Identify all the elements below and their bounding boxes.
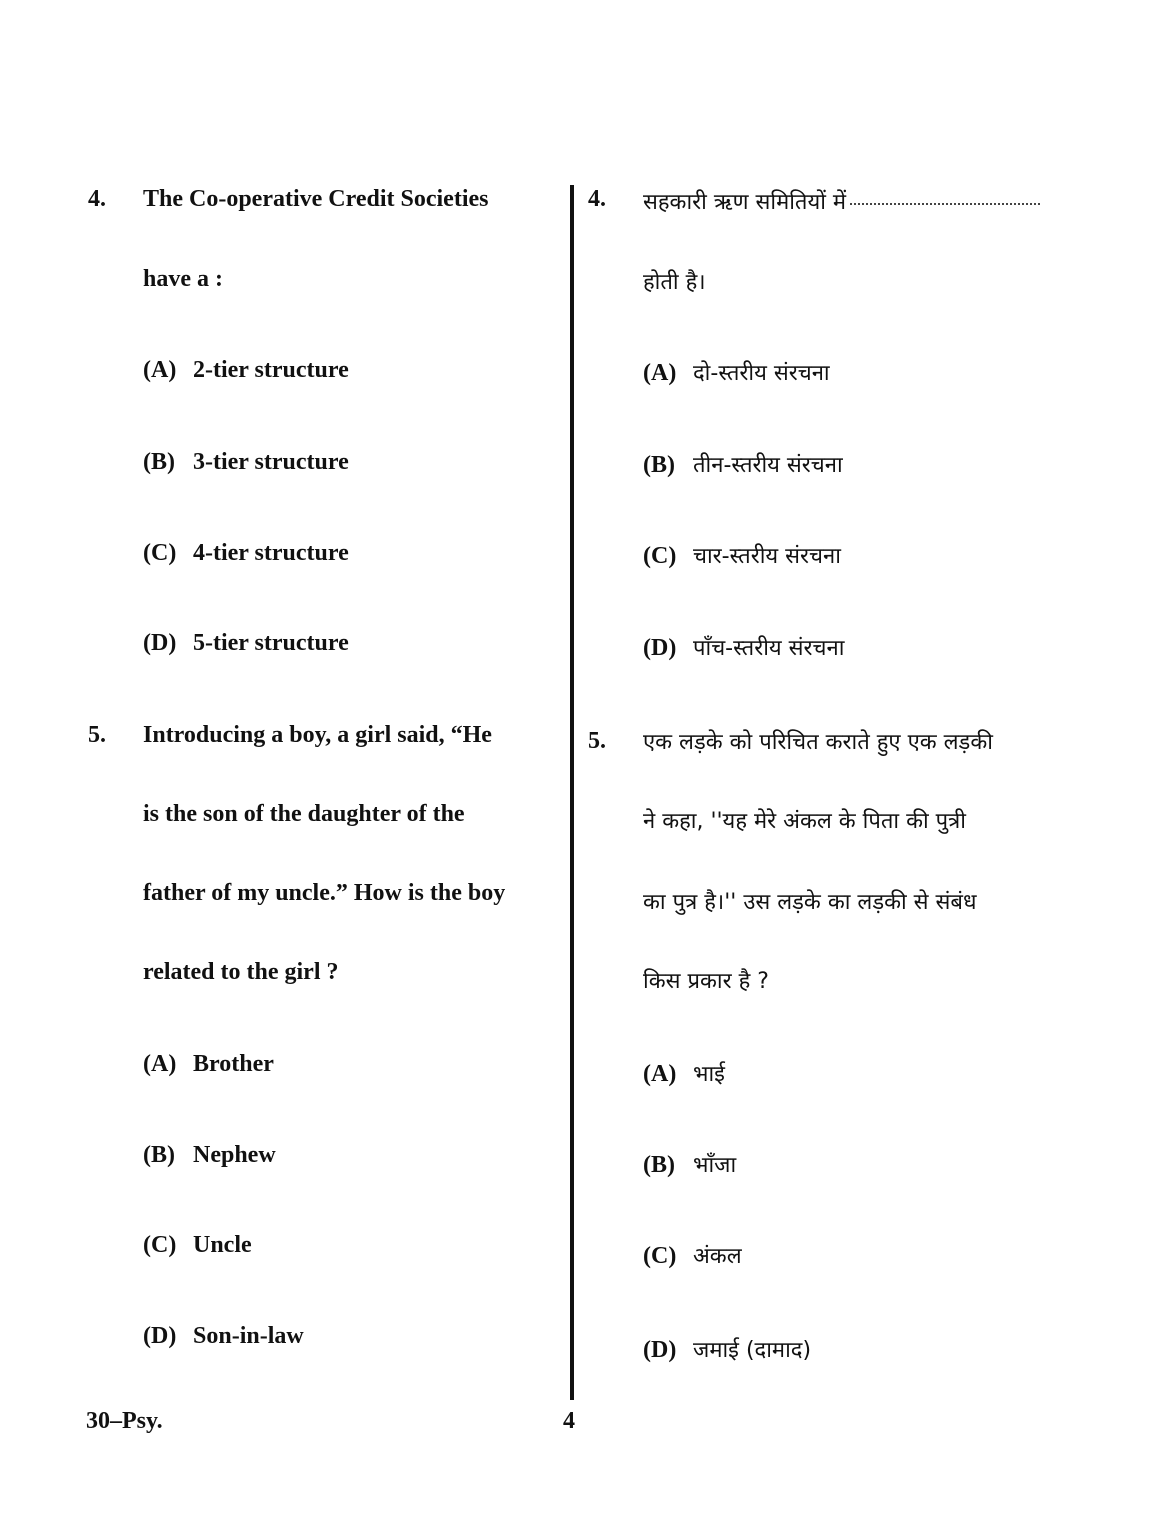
- question-4-option-c: [143, 540, 349, 567]
- option-label: (C): [143, 1232, 177, 1258]
- option-text: 5-tier structure: [193, 630, 349, 656]
- question-5-hindi-option-d: [643, 1334, 811, 1364]
- option-text: पाँच-स्तरीय संरचना: [693, 636, 845, 661]
- option-label: (D): [643, 1337, 677, 1363]
- question-4-text-line-1: The Co-operative Credit Societies: [143, 186, 489, 212]
- question-4-number: 4.: [88, 186, 106, 212]
- option-label: (B): [643, 1152, 675, 1178]
- option-text: 2-tier structure: [193, 357, 349, 383]
- question-5-hindi-line-4: किस प्रकार है ?: [643, 969, 769, 994]
- blank-dotted-line: [850, 203, 1040, 205]
- option-text: तीन-स्तरीय संरचना: [693, 453, 843, 478]
- option-label: (B): [143, 449, 175, 475]
- hindi-line-text: सहकारी ऋण समितियों में: [643, 190, 847, 215]
- option-text: Brother: [193, 1051, 274, 1077]
- option-text: Nephew: [193, 1142, 276, 1168]
- question-4-option-b: [143, 449, 349, 476]
- option-label: (B): [643, 452, 675, 478]
- question-5-option-a: [143, 1051, 274, 1078]
- option-label: (D): [143, 630, 177, 656]
- question-4-number-hindi: 4.: [588, 186, 606, 212]
- question-4-option-a: [143, 357, 349, 384]
- question-5-text-line-1: Introducing a boy, a girl said, “He: [143, 722, 492, 748]
- question-4-hindi-option-a: [643, 357, 830, 387]
- option-label: (C): [643, 1243, 677, 1269]
- question-4-hindi-option-d: [643, 632, 844, 662]
- option-text: भाई: [693, 1062, 725, 1087]
- question-5-text-line-4: related to the girl ?: [143, 959, 339, 985]
- question-5-option-c: [143, 1232, 252, 1259]
- option-label: (C): [643, 543, 677, 569]
- option-text: अंकल: [693, 1244, 742, 1269]
- question-5-hindi-option-c: [643, 1240, 742, 1270]
- question-5-hindi-option-a: [643, 1058, 725, 1088]
- option-text: चार-स्तरीय संरचना: [693, 544, 841, 569]
- option-label: (A): [643, 1061, 677, 1087]
- question-4-hindi-line-1: [643, 186, 1040, 216]
- question-5-number-hindi: 5.: [588, 728, 606, 754]
- option-label: (B): [143, 1142, 175, 1168]
- option-text: जमाई (दामाद): [693, 1338, 812, 1363]
- option-label: (A): [143, 1051, 177, 1077]
- column-divider: [570, 185, 574, 1400]
- option-text: Uncle: [193, 1232, 252, 1258]
- question-5-hindi-option-b: [643, 1149, 736, 1179]
- question-4-option-d: [143, 630, 349, 657]
- option-label: (A): [143, 357, 177, 383]
- option-text: Son-in-law: [193, 1323, 304, 1349]
- question-5-hindi-line-1: एक लड़के को परिचित कराते हुए एक लड़की: [643, 730, 993, 755]
- option-label: (C): [143, 540, 177, 566]
- option-label: (D): [643, 635, 677, 661]
- option-label: (D): [143, 1323, 177, 1349]
- question-5-option-d: [143, 1323, 304, 1350]
- question-5-number: 5.: [88, 722, 106, 748]
- question-5-option-b: [143, 1142, 276, 1169]
- option-text: 4-tier structure: [193, 540, 349, 566]
- question-4-hindi-option-c: [643, 540, 841, 570]
- question-5-text-line-3: father of my uncle.” How is the boy: [143, 880, 506, 906]
- question-5-hindi-line-3: का पुत्र है।'' उस लड़के का लड़की से संबंध: [643, 890, 977, 915]
- option-label: (A): [643, 360, 677, 386]
- question-5-text-line-2: is the son of the daughter of the: [143, 801, 465, 827]
- question-5-hindi-line-2: ने कहा, ''यह मेरे अंकल के पिता की पुत्री: [643, 809, 966, 834]
- question-4-hindi-line-2: होती है।: [643, 270, 706, 295]
- question-4-hindi-option-b: [643, 449, 843, 479]
- paper-code: 30–Psy.: [86, 1408, 163, 1434]
- option-text: दो-स्तरीय संरचना: [693, 361, 830, 386]
- option-text: 3-tier structure: [193, 449, 349, 475]
- option-text: भाँजा: [693, 1153, 737, 1178]
- question-4-text-line-2: have a :: [143, 266, 223, 292]
- page-number: 4: [563, 1408, 575, 1434]
